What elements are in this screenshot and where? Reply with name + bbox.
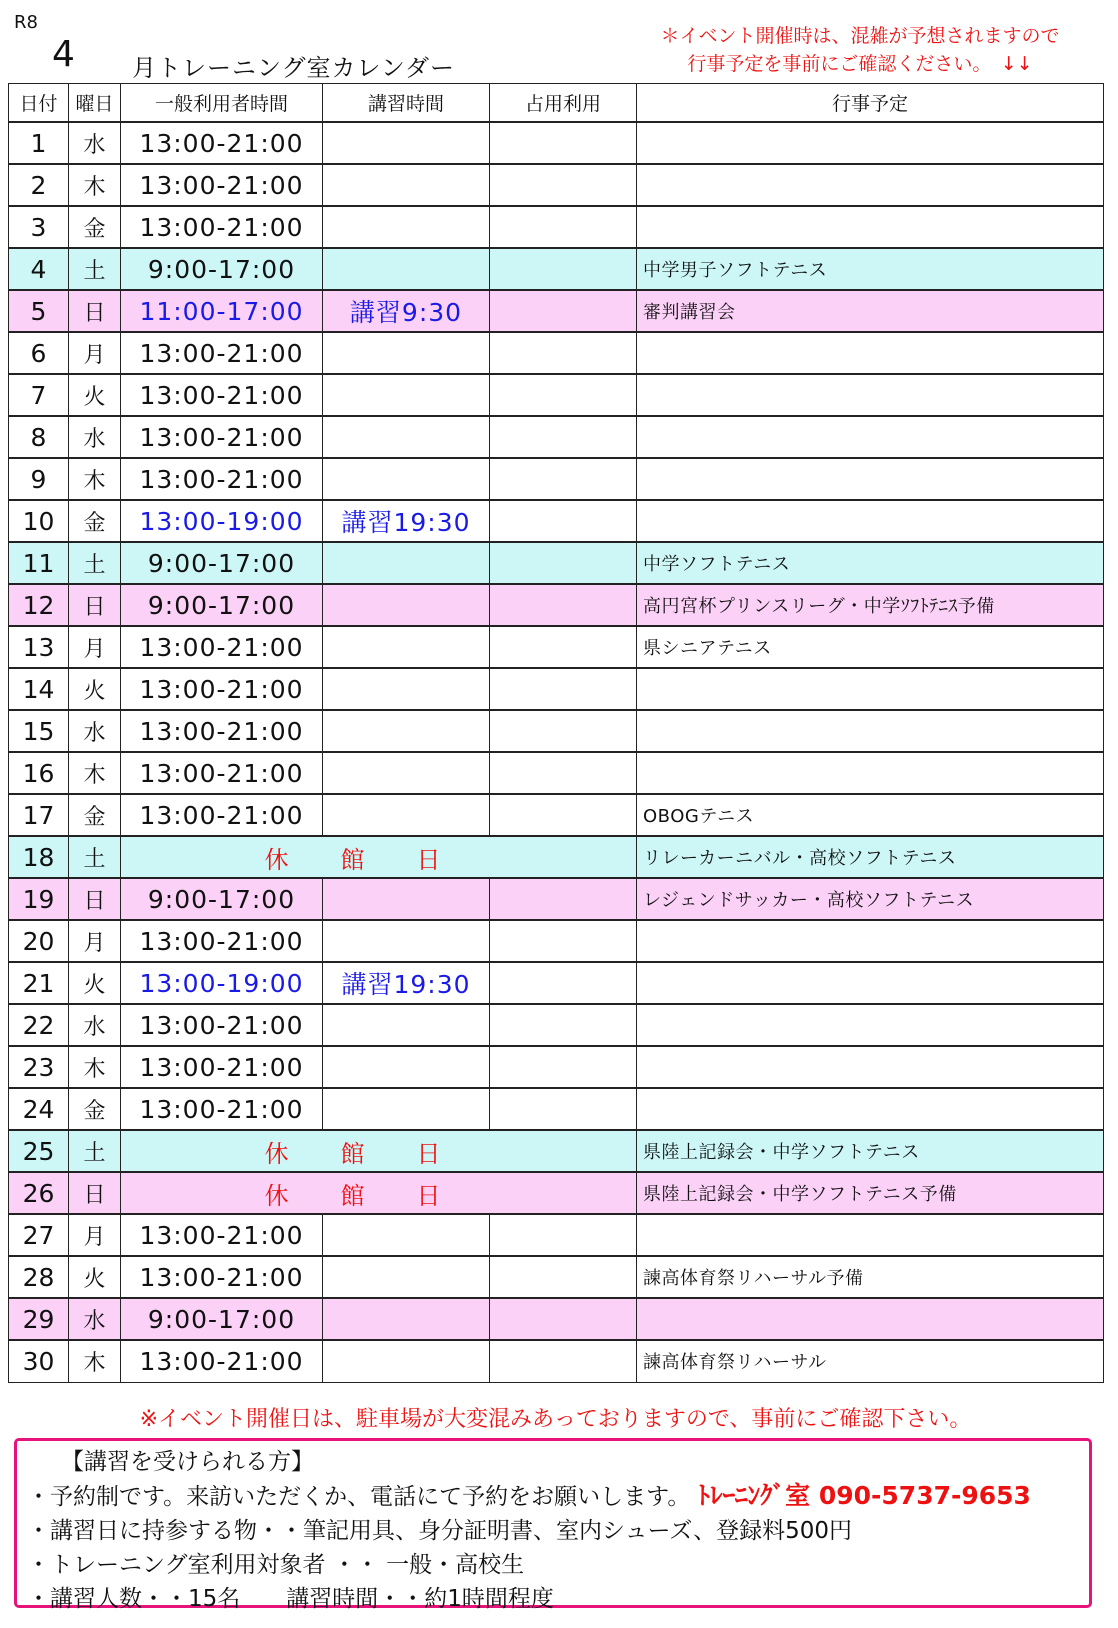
cell-day: 12	[9, 584, 69, 626]
cell-event: 諫高体育祭リハーサル	[637, 1340, 1104, 1382]
table-row	[9, 1130, 1104, 1172]
cell-occupancy	[490, 752, 637, 794]
table-row	[9, 920, 1104, 962]
cell-event	[637, 206, 1104, 248]
cell-closed: 休館日	[121, 1130, 637, 1172]
cell-hours: 13:00-21:00	[121, 794, 323, 836]
cell-event	[637, 374, 1104, 416]
cell-dow: 火	[69, 668, 121, 710]
cell-day: 28	[9, 1256, 69, 1298]
cell-lecture	[323, 1298, 490, 1340]
cell-hours: 13:00-19:00	[121, 962, 323, 1004]
cell-lecture	[323, 1088, 490, 1130]
cell-lecture	[323, 668, 490, 710]
top-notice-line2: 行事予定を事前にご確認ください。 ↓↓	[687, 53, 1033, 75]
cell-occupancy	[490, 1046, 637, 1088]
cell-occupancy	[490, 542, 637, 584]
cell-dow: 木	[69, 164, 121, 206]
cell-day: 15	[9, 710, 69, 752]
cell-day: 25	[9, 1130, 69, 1172]
info-line3: ・トレーニング室利用対象者 ・・ 一般・高校生	[27, 1552, 525, 1578]
table-row	[9, 1340, 1104, 1382]
table-row	[9, 626, 1104, 668]
cell-lecture	[323, 794, 490, 836]
cell-day: 5	[9, 290, 69, 332]
cell-dow: 火	[69, 962, 121, 1004]
table-row	[9, 248, 1104, 290]
cell-hours: 13:00-21:00	[121, 1256, 323, 1298]
cell-lecture: 講習19:30	[323, 500, 490, 542]
cell-hours: 9:00-17:00	[121, 584, 323, 626]
page-title: 月トレーニング室カレンダー	[132, 54, 455, 82]
header-lecture: 講習時間	[323, 84, 490, 123]
info-phone: ﾄﾚｰﾆﾝｸﾞ室 090-5737-9653	[697, 1481, 1031, 1510]
table-row	[9, 710, 1104, 752]
cell-lecture	[323, 584, 490, 626]
cell-dow: 日	[69, 290, 121, 332]
cell-closed: 休館日	[121, 1172, 637, 1214]
header-day: 日付	[9, 84, 69, 123]
cell-lecture	[323, 122, 490, 164]
cell-event	[637, 1298, 1104, 1340]
table-row	[9, 1298, 1104, 1340]
cell-day: 19	[9, 878, 69, 920]
cell-dow: 火	[69, 1256, 121, 1298]
cell-lecture	[323, 752, 490, 794]
cell-hours: 9:00-17:00	[121, 1298, 323, 1340]
cell-lecture	[323, 1214, 490, 1256]
cell-day: 29	[9, 1298, 69, 1340]
table-row	[9, 794, 1104, 836]
cell-event: 中学ソフトテニス	[637, 542, 1104, 584]
cell-lecture: 講習9:30	[323, 290, 490, 332]
cell-event: 県陸上記録会・中学ソフトテニス	[637, 1130, 1104, 1172]
cell-event: レジェンドサッカー・高校ソフトテニス	[637, 878, 1104, 920]
table-header-row	[9, 84, 1104, 123]
cell-lecture	[323, 416, 490, 458]
table-row	[9, 1256, 1104, 1298]
cell-occupancy	[490, 1214, 637, 1256]
cell-occupancy	[490, 668, 637, 710]
cell-hours: 13:00-21:00	[121, 206, 323, 248]
cell-occupancy	[490, 374, 637, 416]
cell-dow: 金	[69, 206, 121, 248]
cell-event	[637, 668, 1104, 710]
cell-dow: 土	[69, 836, 121, 878]
cell-day: 2	[9, 164, 69, 206]
cell-dow: 木	[69, 458, 121, 500]
cell-day: 4	[9, 248, 69, 290]
era-label: R8	[14, 12, 38, 33]
cell-occupancy	[490, 710, 637, 752]
cell-hours: 13:00-21:00	[121, 626, 323, 668]
cell-occupancy	[490, 164, 637, 206]
cell-event	[637, 962, 1104, 1004]
cell-event	[637, 1004, 1104, 1046]
cell-lecture	[323, 164, 490, 206]
header-occupancy: 占用利用	[490, 84, 637, 123]
cell-day: 30	[9, 1340, 69, 1382]
header-events: 行事予定	[637, 84, 1104, 123]
cell-event: OBOGテニス	[637, 794, 1104, 836]
cell-event	[637, 1088, 1104, 1130]
cell-dow: 月	[69, 920, 121, 962]
cell-hours: 13:00-21:00	[121, 1088, 323, 1130]
cell-dow: 水	[69, 710, 121, 752]
cell-hours: 13:00-21:00	[121, 710, 323, 752]
cell-event	[637, 332, 1104, 374]
table-row	[9, 584, 1104, 626]
table-row	[9, 668, 1104, 710]
cell-occupancy	[490, 1340, 637, 1382]
cell-occupancy	[490, 1298, 637, 1340]
cell-day: 21	[9, 962, 69, 1004]
cell-day: 18	[9, 836, 69, 878]
cell-lecture	[323, 1256, 490, 1298]
cell-event	[637, 1046, 1104, 1088]
cell-dow: 水	[69, 1298, 121, 1340]
cell-dow: 金	[69, 500, 121, 542]
cell-event	[637, 1214, 1104, 1256]
cell-occupancy	[490, 794, 637, 836]
cell-day: 24	[9, 1088, 69, 1130]
cell-hours: 13:00-21:00	[121, 164, 323, 206]
cell-hours: 11:00-17:00	[121, 290, 323, 332]
cell-day: 10	[9, 500, 69, 542]
table-row	[9, 1214, 1104, 1256]
cell-lecture	[323, 542, 490, 584]
cell-event	[637, 458, 1104, 500]
cell-event	[637, 416, 1104, 458]
month-number: 4	[52, 34, 75, 75]
cell-lecture	[323, 458, 490, 500]
cell-day: 7	[9, 374, 69, 416]
cell-hours: 9:00-17:00	[121, 542, 323, 584]
cell-occupancy	[490, 626, 637, 668]
cell-day: 17	[9, 794, 69, 836]
cell-event: 高円宮杯プリンスリーグ・中学ｿﾌﾄﾃﾆｽ予備	[637, 584, 1104, 626]
cell-occupancy	[490, 1088, 637, 1130]
cell-dow: 日	[69, 584, 121, 626]
info-heading: 【講習を受けられる方】	[61, 1449, 314, 1475]
cell-hours: 13:00-21:00	[121, 332, 323, 374]
cell-hours: 9:00-17:00	[121, 878, 323, 920]
cell-dow: 水	[69, 1004, 121, 1046]
cell-lecture	[323, 332, 490, 374]
cell-day: 13	[9, 626, 69, 668]
calendar-table	[8, 83, 1104, 1383]
cell-lecture	[323, 920, 490, 962]
cell-lecture	[323, 710, 490, 752]
table-row	[9, 836, 1104, 878]
cell-lecture	[323, 878, 490, 920]
calendar-body	[9, 122, 1104, 1382]
table-row	[9, 164, 1104, 206]
cell-event: 諫高体育祭リハーサル予備	[637, 1256, 1104, 1298]
cell-day: 22	[9, 1004, 69, 1046]
cell-day: 8	[9, 416, 69, 458]
cell-day: 23	[9, 1046, 69, 1088]
cell-occupancy	[490, 584, 637, 626]
cell-occupancy	[490, 122, 637, 164]
cell-lecture	[323, 248, 490, 290]
cell-hours: 13:00-21:00	[121, 1340, 323, 1382]
cell-lecture: 講習19:30	[323, 962, 490, 1004]
cell-day: 1	[9, 122, 69, 164]
cell-dow: 金	[69, 1088, 121, 1130]
cell-occupancy	[490, 248, 637, 290]
table-row	[9, 542, 1104, 584]
table-row	[9, 878, 1104, 920]
table-row	[9, 1172, 1104, 1214]
cell-event: 審判講習会	[637, 290, 1104, 332]
cell-day: 20	[9, 920, 69, 962]
cell-occupancy	[490, 500, 637, 542]
cell-lecture	[323, 626, 490, 668]
bottom-notice: ※イベント開催日は、駐車場が大変混みあっておりますので、事前にご確認下さい。	[139, 1407, 972, 1432]
cell-day: 27	[9, 1214, 69, 1256]
cell-dow: 土	[69, 248, 121, 290]
table-row	[9, 1046, 1104, 1088]
cell-day: 16	[9, 752, 69, 794]
table-row	[9, 122, 1104, 164]
cell-hours: 13:00-21:00	[121, 752, 323, 794]
cell-dow: 火	[69, 374, 121, 416]
table-row	[9, 374, 1104, 416]
cell-day: 14	[9, 668, 69, 710]
cell-event: 県シニアテニス	[637, 626, 1104, 668]
cell-occupancy	[490, 920, 637, 962]
cell-hours: 13:00-21:00	[121, 122, 323, 164]
cell-hours: 13:00-21:00	[121, 1004, 323, 1046]
cell-event	[637, 920, 1104, 962]
cell-dow: 水	[69, 122, 121, 164]
info-reservation	[27, 1479, 1089, 1514]
cell-occupancy	[490, 290, 637, 332]
cell-lecture	[323, 1004, 490, 1046]
cell-day: 6	[9, 332, 69, 374]
cell-dow: 木	[69, 1340, 121, 1382]
cell-day: 11	[9, 542, 69, 584]
top-notice-line1: ＊イベント開催時は、混雑が予想されますので	[660, 25, 1060, 47]
header-dow: 曜日	[69, 84, 121, 123]
table-row	[9, 206, 1104, 248]
table-row	[9, 458, 1104, 500]
cell-event	[637, 710, 1104, 752]
cell-dow: 月	[69, 332, 121, 374]
cell-dow: 水	[69, 416, 121, 458]
table-row	[9, 332, 1104, 374]
cell-occupancy	[490, 1004, 637, 1046]
cell-dow: 木	[69, 1046, 121, 1088]
cell-occupancy	[490, 332, 637, 374]
cell-event	[637, 122, 1104, 164]
cell-dow: 金	[69, 794, 121, 836]
table-row	[9, 1088, 1104, 1130]
cell-occupancy	[490, 206, 637, 248]
info-line4: ・講習人数・・15名 講習時間・・約1時間程度	[27, 1586, 554, 1612]
header-hours: 一般利用者時間	[121, 84, 323, 123]
cell-lecture	[323, 1340, 490, 1382]
cell-occupancy	[490, 458, 637, 500]
cell-day: 9	[9, 458, 69, 500]
cell-lecture	[323, 206, 490, 248]
cell-hours: 13:00-21:00	[121, 920, 323, 962]
cell-dow: 月	[69, 626, 121, 668]
table-row	[9, 752, 1104, 794]
cell-lecture	[323, 1046, 490, 1088]
cell-lecture	[323, 374, 490, 416]
cell-hours: 9:00-17:00	[121, 248, 323, 290]
cell-dow: 土	[69, 1130, 121, 1172]
cell-hours: 13:00-21:00	[121, 668, 323, 710]
cell-closed: 休館日	[121, 836, 637, 878]
cell-occupancy	[490, 962, 637, 1004]
cell-event: 県陸上記録会・中学ソフトテニス予備	[637, 1172, 1104, 1214]
cell-hours: 13:00-19:00	[121, 500, 323, 542]
cell-dow: 土	[69, 542, 121, 584]
lecture-info-box	[14, 1438, 1092, 1612]
cell-event	[637, 752, 1104, 794]
table-row	[9, 290, 1104, 332]
cell-hours: 13:00-21:00	[121, 1214, 323, 1256]
cell-event	[637, 164, 1104, 206]
cell-dow: 月	[69, 1214, 121, 1256]
cell-hours: 13:00-21:00	[121, 374, 323, 416]
cell-hours: 13:00-21:00	[121, 458, 323, 500]
cell-dow: 日	[69, 878, 121, 920]
cell-occupancy	[490, 416, 637, 458]
table-row	[9, 416, 1104, 458]
cell-day: 3	[9, 206, 69, 248]
table-row	[9, 500, 1104, 542]
table-row	[9, 1004, 1104, 1046]
cell-day: 26	[9, 1172, 69, 1214]
info-line1: ・予約制です。来訪いただくか、電話にて予約をお願いします。	[27, 1484, 691, 1510]
cell-dow: 木	[69, 752, 121, 794]
cell-event	[637, 500, 1104, 542]
cell-occupancy	[490, 1256, 637, 1298]
cell-occupancy	[490, 878, 637, 920]
cell-hours: 13:00-21:00	[121, 416, 323, 458]
table-row	[9, 962, 1104, 1004]
cell-hours: 13:00-21:00	[121, 1046, 323, 1088]
info-line2: ・講習日に持参する物・・筆記用具、身分証明書、室内シューズ、登録料500円	[27, 1518, 852, 1544]
cell-dow: 日	[69, 1172, 121, 1214]
cell-event: リレーカーニバル・高校ソフトテニス	[637, 836, 1104, 878]
top-notice	[620, 22, 1100, 78]
cell-event: 中学男子ソフトテニス	[637, 248, 1104, 290]
